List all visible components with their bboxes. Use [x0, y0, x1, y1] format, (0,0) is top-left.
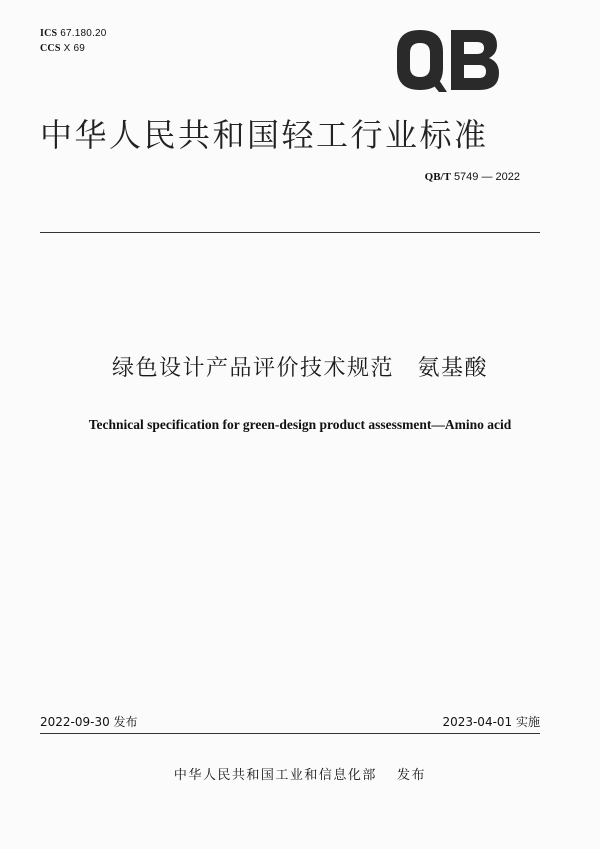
- top-divider: [40, 232, 540, 233]
- implementation-date: 2023-04-01 实施: [442, 715, 540, 729]
- publish-date: 2022-09-30 发布: [40, 715, 138, 729]
- ccs-value: X 69: [63, 43, 85, 54]
- ics-label: ICS: [40, 28, 58, 39]
- bottom-divider: [40, 733, 540, 734]
- standard-prefix: QB/T: [424, 171, 451, 183]
- ics-value: 67.180.20: [60, 28, 107, 39]
- ccs-code: [40, 43, 85, 54]
- publisher: 中华人民共和国工业和信息化部 发布: [173, 768, 427, 783]
- standard-category-title: 中华人民共和国轻工行业标准: [40, 116, 489, 154]
- title-english: Technical specification for green-design product assessment—Amino acid: [88, 417, 512, 432]
- standard-number-value: 5749 — 2022: [453, 171, 520, 183]
- title-chinese: 绿色设计产品评价技术规范 氨基酸: [111, 356, 488, 381]
- ccs-label: CCS: [40, 43, 61, 54]
- standard-number: [425, 170, 520, 183]
- ics-code: [40, 28, 107, 39]
- qb-logo-letters: [397, 30, 499, 92]
- qb-logo: [393, 20, 503, 100]
